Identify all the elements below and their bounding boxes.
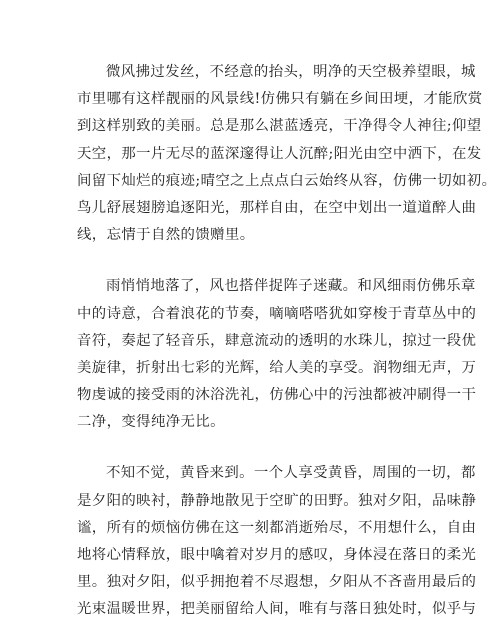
text-line: 二净，变得纯净无比。 [77, 414, 225, 431]
text-line: 中的诗意，合着浪花的节奏，嘀嘀嗒嗒犹如穿梭于青草丛中的 [77, 305, 477, 322]
text-line: 谧，所有的烦恼仿佛在这一刻都消逝殆尽，不用想什么，自由 [77, 519, 477, 536]
paragraph-dusk [77, 460, 477, 623]
text-line: 里。独对夕阳，似乎拥抱着不尽遐想，夕阳从不吝啬用最后的 [77, 574, 477, 591]
paragraph-gap [77, 249, 439, 273]
text-line: 美旋律，折射出七彩的光辉，给人美的享受。润物细无声，万 [77, 359, 477, 376]
text-line: 天空，那一片无尽的蓝深邃得让人沉醉;阳光由空中洒下，在发 [77, 145, 482, 162]
text-line: 微风拂过发丝，不经意的抬头，明净的天空极养望眼，城 [106, 64, 476, 80]
text-line: 雨悄悄地落了，风也搭伴捉阵子迷藏。和风细雨仿佛乐章 [106, 278, 476, 295]
text-line: 到这样别致的美丽。总是那么湛蓝透亮，干净得令人神往;仰望 [77, 118, 482, 135]
text-line: 光束温暖世界，把美丽留给人间，唯有与落日独处时，似乎与 [77, 601, 477, 618]
paragraph-breeze [77, 59, 497, 249]
text-line: 间留下灿烂的痕迹;晴空之上点点白云始终从容，仿佛一切如初。 [77, 172, 497, 189]
paragraph-rain [77, 273, 477, 436]
text-line: 市里哪有这样靓丽的风景线!仿佛只有躺在乡间田埂，才能欣赏 [77, 91, 483, 108]
paragraph-gap [77, 436, 439, 460]
text-line: 物虔诚的接受雨的沐浴洗礼，仿佛心中的污浊都被冲刷得一干 [77, 387, 477, 404]
text-line: 是夕阳的映衬，静静地散见于空旷的田野。独对夕阳，品味静 [77, 492, 477, 509]
article-body [77, 59, 497, 624]
text-line: 鸟儿舒展翅膀追逐阳光，那样自由，在空中划出一道道醉人曲 [77, 199, 477, 216]
text-line: 不知不觉，黄昏来到。一个人享受黄昏，周围的一切，都 [106, 465, 476, 482]
text-line: 音符，奏起了轻音乐，肆意流动的透明的水珠儿，掠过一段优 [77, 332, 477, 349]
text-line: 线，忘情于自然的馈赠里。 [77, 227, 255, 244]
text-line: 地将心情释放，眼中噙着对岁月的感叹，身体浸在落日的柔光 [77, 547, 477, 563]
